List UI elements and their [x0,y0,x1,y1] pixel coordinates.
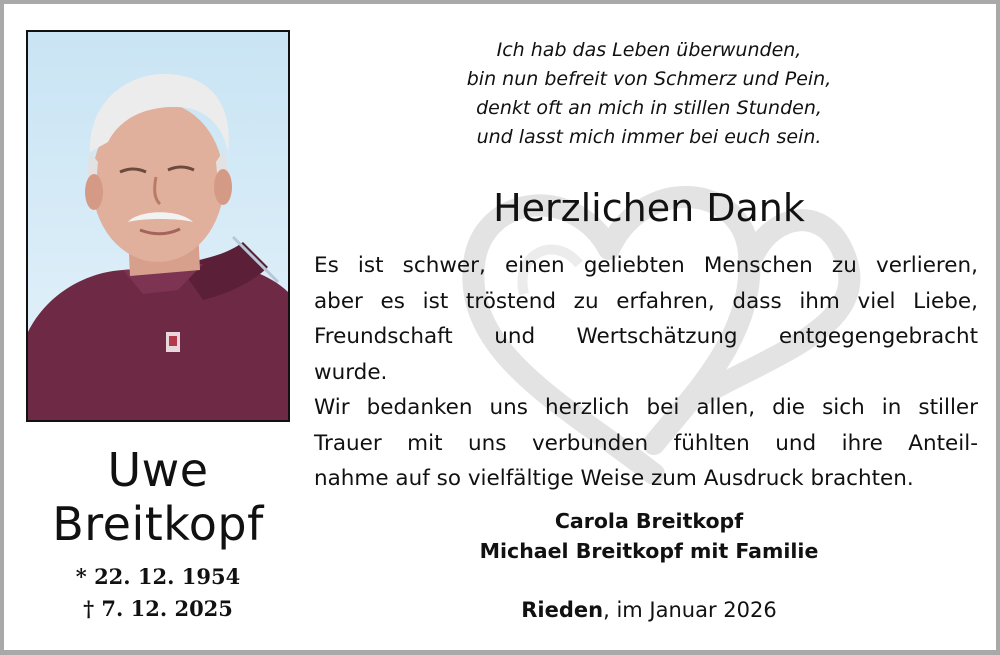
thank-you-text [314,248,978,497]
body-line: aber es ist tröstend zu erfahren, dass ihm viel Liebe, [314,288,978,314]
obituary-card [4,4,996,650]
place-town: Rieden [521,598,604,622]
death-date: † 7. 12. 2025 [83,596,233,621]
place-date: , im Januar 2026 [603,598,777,622]
heading-thanks: Herzlichen Dank [493,186,805,230]
body-line: nahme auf so vielfältige Weise zum Ausdruck brachten. [314,466,914,491]
birth-date: * 22. 12. 1954 [75,564,241,589]
portrait-photo [26,30,290,422]
signer-name: Michael Breitkopf mit Familie [479,539,819,563]
body-line: wurde. [314,359,388,385]
poem-line: Ich hab das Leben überwunden, [496,39,802,61]
portrait-illustration [28,32,288,420]
deceased-first-name: Uwe [107,443,209,497]
body-line: Es ist schwer, einen geliebten Menschen zu verlieren, [314,253,978,278]
place-and-date [314,598,984,622]
signer-name: Carola Breitkopf [554,509,744,533]
signers [314,506,984,566]
body-line: Freundschaft und Wertschätzung entgegengebracht [314,324,978,349]
poem-line: bin nun befreit von Schmerz und Pein, [466,68,832,90]
poem-line: und lasst mich immer bei euch sein. [476,126,822,148]
deceased-last-name: Breitkopf [52,497,264,551]
body-line: Trauer mit uns verbunden fühlten und ihre Anteil- [314,430,978,456]
body-line: Wir bedanken uns herzlich bei allen, die sich in stiller [314,395,978,420]
poem-line: denkt oft an mich in stillen Stunden, [476,97,822,119]
poem [314,36,984,152]
